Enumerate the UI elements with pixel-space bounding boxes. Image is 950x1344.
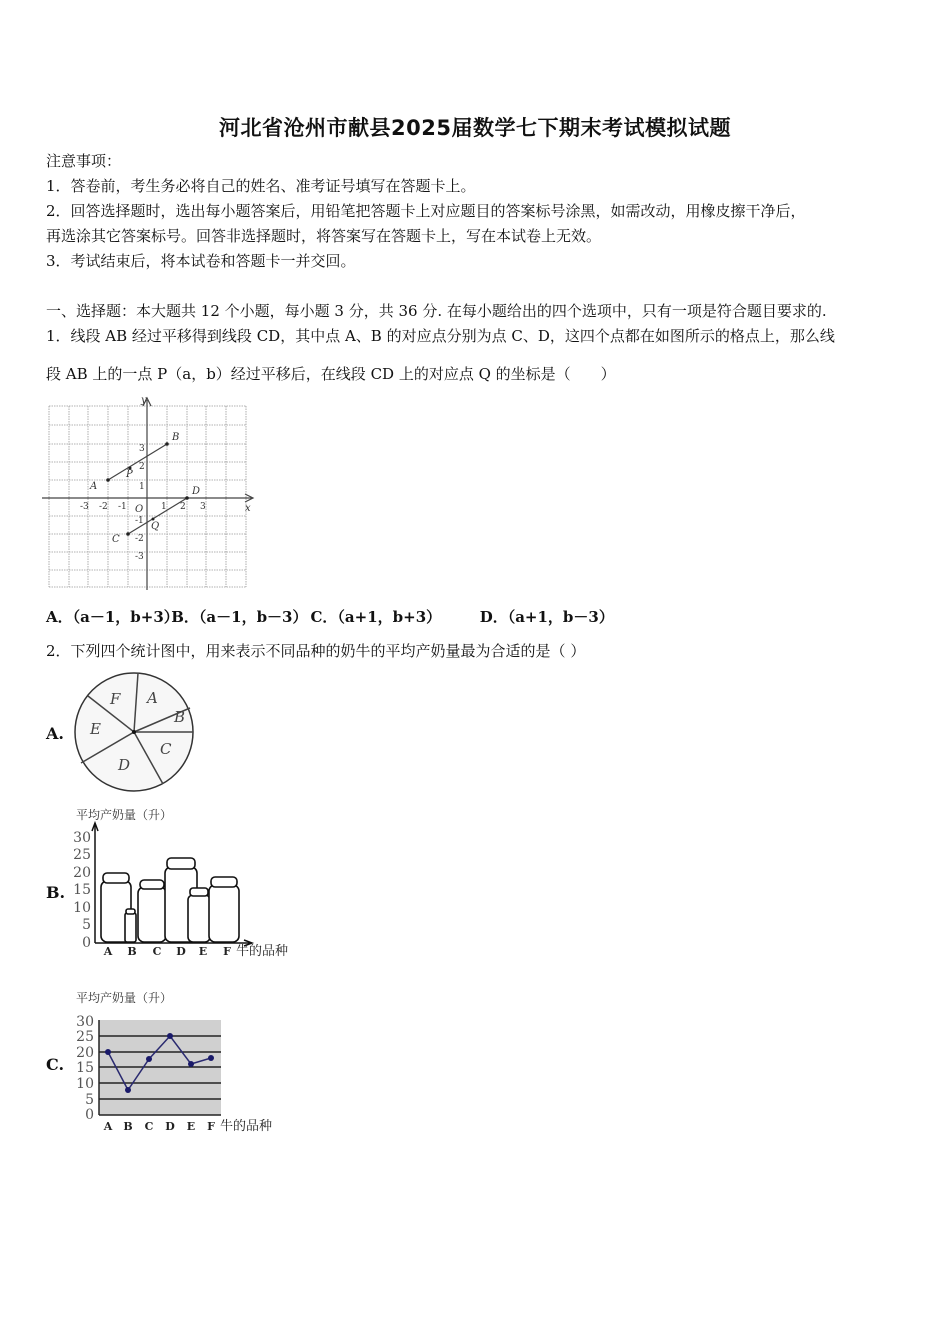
x-tick: E xyxy=(186,1120,196,1133)
q2-option-a-label[interactable]: A. xyxy=(46,724,64,743)
x-tick: -2 xyxy=(99,502,108,512)
coordinate-grid-figure xyxy=(40,392,260,597)
pie-label-f: F xyxy=(110,690,121,708)
y-tick: 3 xyxy=(139,444,145,454)
y-tick: 10 xyxy=(73,900,91,916)
y-tick: 5 xyxy=(82,917,91,933)
pie-label-b: B xyxy=(174,708,186,726)
x-tick: D xyxy=(165,1120,175,1133)
x-tick: A xyxy=(103,1120,113,1133)
x-tick: C xyxy=(152,945,162,958)
x-tick: 3 xyxy=(200,502,206,512)
chart-b-xlabel: 牛的品种 xyxy=(236,944,289,959)
y-tick: 25 xyxy=(76,1029,94,1045)
notice-item-2-cont: 再选涂其它答案标号。回答非选择题时，将答案写在答题卡上，写在本试卷上无效。 xyxy=(46,227,602,245)
y-tick: 30 xyxy=(76,1014,94,1030)
notice-heading: 注意事项： xyxy=(46,152,122,170)
y-tick: -3 xyxy=(135,552,144,562)
point-b-label: B xyxy=(172,432,180,443)
point-c-label: C xyxy=(112,534,120,545)
page-title: 河北省沧州市献县2025届数学七下期末考试模拟试题 xyxy=(219,116,731,140)
x-tick: C xyxy=(144,1120,154,1133)
y-tick: 2 xyxy=(139,462,145,472)
y-tick: 25 xyxy=(73,847,91,863)
x-axis-label: x xyxy=(245,503,251,514)
question-1-options xyxy=(46,606,614,627)
y-tick: 5 xyxy=(85,1092,94,1108)
notice-item-3: 3．考试结束后，将本试卷和答题卡一并交回。 xyxy=(46,252,356,270)
line-chart xyxy=(70,986,310,1136)
x-tick: 2 xyxy=(180,502,186,512)
y-tick: 15 xyxy=(73,882,91,898)
y-axis-label: y xyxy=(141,395,147,406)
chart-b-ylabel: 平均产奶量（升） xyxy=(76,808,173,822)
section-heading: 一、选择题：本大题共 12 个小题，每小题 3 分，共 36 分. 在每小题给出的四个选项中，只有一项是符合题目要求的. xyxy=(46,302,827,320)
x-tick: F xyxy=(207,1120,215,1133)
option-c[interactable]: C．（a+1，b+3） xyxy=(310,608,442,626)
x-tick: A xyxy=(103,945,113,958)
question-2-text: 2．下列四个统计图中，用来表示不同品种的奶牛的平均产奶量最为合适的是（ ） xyxy=(46,642,586,660)
y-tick: 30 xyxy=(73,830,91,846)
pie-label-e: E xyxy=(90,720,101,738)
x-tick: -1 xyxy=(118,502,127,512)
pie-label-a: A xyxy=(147,689,158,707)
point-d-label: D xyxy=(192,486,201,497)
option-b[interactable]: B．（a－1，b－3） xyxy=(171,608,308,626)
y-tick: 20 xyxy=(76,1045,94,1061)
y-tick: 10 xyxy=(76,1076,94,1092)
notice-item-2: 2．回答选择题时，选出每小题答案后，用铅笔把答题卡上对应题目的答案标号涂黑，如需改动，用橡皮擦干净后， xyxy=(46,202,806,220)
q2-option-c-label[interactable]: C. xyxy=(46,1055,65,1074)
point-a-label: A xyxy=(90,481,98,492)
x-tick: D xyxy=(176,945,186,958)
y-tick: 1 xyxy=(139,482,145,492)
x-tick: -3 xyxy=(80,502,89,512)
point-p-label: P xyxy=(126,469,133,480)
question-1-line-1: 1．线段 AB 经过平移得到线段 CD，其中点 A、B 的对应点分别为点 C、D，这四个点都在如图所示的格点上，那么线 xyxy=(46,327,835,345)
notice-item-1: 1．答卷前，考生务必将自己的姓名、准考证号填写在答题卡上。 xyxy=(46,177,476,195)
origin-label: O xyxy=(135,504,144,515)
point-q-label: Q xyxy=(151,521,160,532)
pie-label-c: C xyxy=(160,740,172,758)
y-tick: -2 xyxy=(135,534,144,544)
chart-c-ylabel: 平均产奶量（升） xyxy=(76,991,173,1005)
y-tick: -1 xyxy=(135,516,144,526)
pie-chart xyxy=(72,670,196,794)
x-tick: 1 xyxy=(161,502,167,512)
question-1-line-2: 段 AB 上的一点 P（a，b）经过平移后，在线段 CD 上的对应点 Q 的坐标是（ ） xyxy=(46,365,616,383)
pie-label-d: D xyxy=(118,756,131,774)
chart-c-xlabel: 牛的品种 xyxy=(220,1119,273,1134)
option-d[interactable]: D．（a+1，b－3） xyxy=(479,608,614,626)
q2-option-b-label[interactable]: B. xyxy=(46,883,66,902)
y-tick: 20 xyxy=(73,865,91,881)
x-tick: E xyxy=(198,945,208,958)
y-tick: 0 xyxy=(82,935,91,951)
jar-pictograph-chart xyxy=(70,803,310,963)
x-tick: F xyxy=(223,945,231,958)
x-tick: B xyxy=(123,1120,133,1133)
x-tick: B xyxy=(127,945,137,958)
option-a[interactable]: A．（a－1，b+3） xyxy=(46,608,179,626)
y-tick: 0 xyxy=(85,1107,94,1123)
y-tick: 15 xyxy=(76,1060,94,1076)
